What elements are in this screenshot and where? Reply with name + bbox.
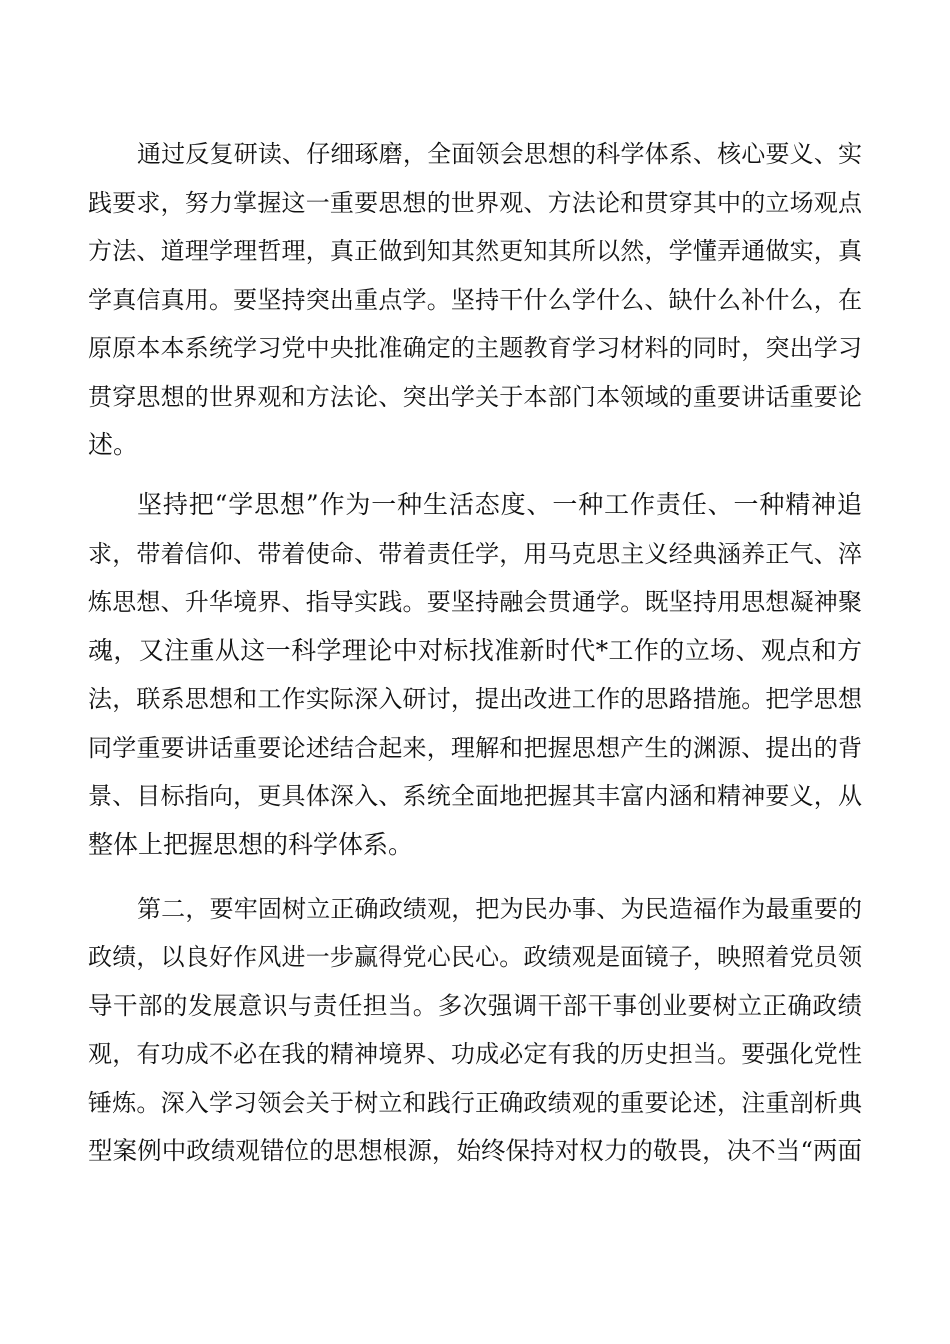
paragraph-3-line-1: 第二，要牢固树立正确政绩观，把为民办事、为民造福作为最重要的 <box>137 895 862 923</box>
paragraph-2-line-2: 求，带着信仰、带着使命、带着责任学，用马克思主义经典涵养正气、淬 <box>88 540 862 568</box>
paragraph-1-line-4: 学真信真用。要坚持突出重点学。坚持干什么学什么、缺什么补什么，在 <box>88 286 862 314</box>
paragraph-2-line-6: 同学重要讲话重要论述结合起来，理解和把握思想产生的渊源、提出的背 <box>88 734 862 762</box>
paragraph-1-line-5: 原原本本系统学习党中央批准确定的主题教育学习材料的同时，突出学习 <box>88 334 862 362</box>
paragraph-3-line-2: 政绩，以良好作风进一步赢得党心民心。政绩观是面镜子，映照着党员领 <box>88 943 862 971</box>
paragraph-3-line-6: 型案例中政绩观错位的思想根源，始终保持对权力的敬畏，决不当“两面 <box>88 1136 862 1165</box>
paragraph-2-line-1: 坚持把“学思想”作为一种生活态度、一种工作责任、一种精神追 <box>137 490 862 519</box>
paragraph-2-line-8: 整体上把握思想的科学体系。 <box>88 830 414 859</box>
paragraph-3-line-3: 导干部的发展意识与责任担当。多次强调干部干事创业要树立正确政绩 <box>88 991 862 1020</box>
paragraph-2-line-7: 景、目标指向，更具体深入、系统全面地把握其丰富内涵和精神要义，从 <box>88 782 862 810</box>
paragraph-1-line-1: 通过反复研读、仔细琢磨，全面领会思想的科学体系、核心要义、实 <box>137 140 862 168</box>
paragraph-1-line-3: 方法、道理学理哲理，真正做到知其然更知其所以然，学懂弄通做实，真 <box>88 237 862 265</box>
paragraph-1-line-2: 践要求，努力掌握这一重要思想的世界观、方法论和贯穿其中的立场观点 <box>88 189 862 217</box>
paragraph-1-line-6: 贯穿思想的世界观和方法论、突出学关于本部门本领域的重要讲话重要论 <box>88 383 862 411</box>
paragraph-3-line-5: 锤炼。深入学习领会关于树立和践行正确政绩观的重要论述，注重剖析典 <box>88 1089 862 1117</box>
paragraph-2-line-4: 魂，又注重从这一科学理论中对标找准新时代*工作的立场、观点和方 <box>88 636 862 665</box>
paragraph-2-line-3: 炼思想、升华境界、指导实践。要坚持融会贯通学。既坚持用思想凝神聚 <box>88 588 862 616</box>
paragraph-3-line-4: 观，有功成不必在我的精神境界、功成必定有我的历史担当。要强化党性 <box>88 1040 862 1068</box>
paragraph-2-line-5: 法，联系思想和工作实际深入研讨，提出改进工作的思路措施。把学思想 <box>88 685 862 713</box>
paragraph-1-line-7: 述。 <box>88 430 139 459</box>
